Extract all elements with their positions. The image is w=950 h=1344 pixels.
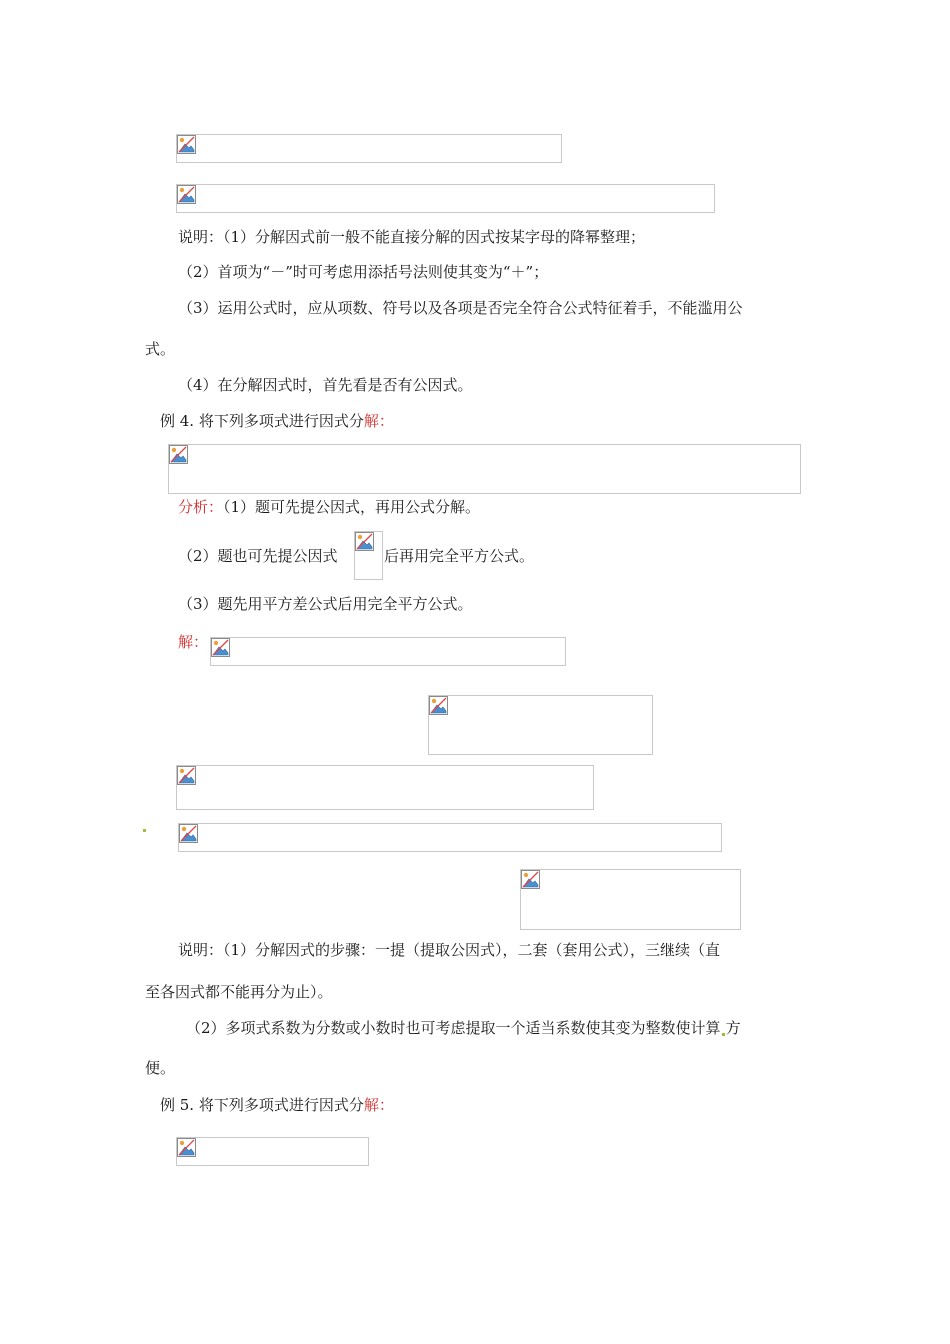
broken-image-icon [169, 445, 188, 464]
analysis-line1 [178, 497, 480, 517]
note1-item4: （4）在分解因式时，首先看是否有公因式。 [178, 376, 473, 394]
broken-image-icon [429, 696, 448, 715]
example4-title-text: 例 4. 将下列多项式进行因式分 [160, 412, 364, 430]
broken-image-icon [177, 766, 196, 785]
formula-image-inline [354, 531, 383, 580]
formula-image-3 [168, 444, 801, 494]
analysis-line3: （3）题先用平方差公式后用完全平方公式。 [178, 595, 473, 613]
note1-item3-line2: 式。 [145, 340, 176, 358]
note1-intro: 说明：（1）分解因式前一般不能直接分解的因式按某字母的降幂整理； [178, 228, 646, 246]
broken-image-icon [211, 638, 230, 657]
example5-title-text: 例 5. 将下列多项式进行因式分 [160, 1096, 364, 1114]
note2-item2-end: 方 [725, 1019, 741, 1037]
analysis-text1: （1）题可先提公因式，再用公式分解。 [223, 498, 481, 516]
note2-intro-line1: 说明：（1）分解因式的步骤：一提（提取公因式），二套（套用公式），三继续（直 [178, 941, 721, 959]
formula-image-7 [178, 823, 722, 852]
stray-dot [143, 829, 146, 832]
stray-dot-inline [722, 1033, 725, 1036]
broken-image-icon [177, 135, 196, 154]
formula-image-5 [428, 695, 653, 755]
formula-image-9 [176, 1137, 369, 1166]
note1-item3-line1: （3）运用公式时，应从项数、符号以及各项是否完全符合公式特征着手，不能滥用公 [178, 299, 743, 317]
note2-item2-line1 [186, 1018, 741, 1038]
example5-title [160, 1095, 394, 1115]
broken-image-icon [355, 532, 374, 551]
broken-image-icon [177, 185, 196, 204]
analysis-line2-pre: （2）题也可先提公因式 [178, 547, 338, 565]
formula-image-4 [210, 637, 566, 666]
note1-item2: （2）首项为“－”时可考虑用添括号法则使其变为“＋”； [178, 263, 549, 281]
note2-intro-line2: 至各因式都不能再分为止）。 [145, 983, 333, 1001]
formula-image-2 [176, 184, 715, 213]
note2-item2-line2: 便。 [145, 1059, 176, 1077]
formula-image-1 [176, 134, 562, 163]
example4-title-red: 解： [363, 412, 394, 430]
formula-image-8 [520, 869, 741, 930]
broken-image-icon [177, 1138, 196, 1157]
formula-image-6 [176, 765, 594, 810]
example4-title [160, 411, 394, 431]
solution-label: 解： [178, 633, 209, 651]
analysis-label: 分析： [178, 498, 224, 516]
broken-image-icon [179, 824, 198, 843]
broken-image-icon [521, 870, 540, 889]
analysis-line2-post: 后再用完全平方公式。 [384, 547, 535, 565]
example5-title-red: 解： [363, 1096, 394, 1114]
note2-item2-text: （2）多项式系数为分数或小数时也可考虑提取一个适当系数使其变为整数使计算 [186, 1019, 721, 1037]
